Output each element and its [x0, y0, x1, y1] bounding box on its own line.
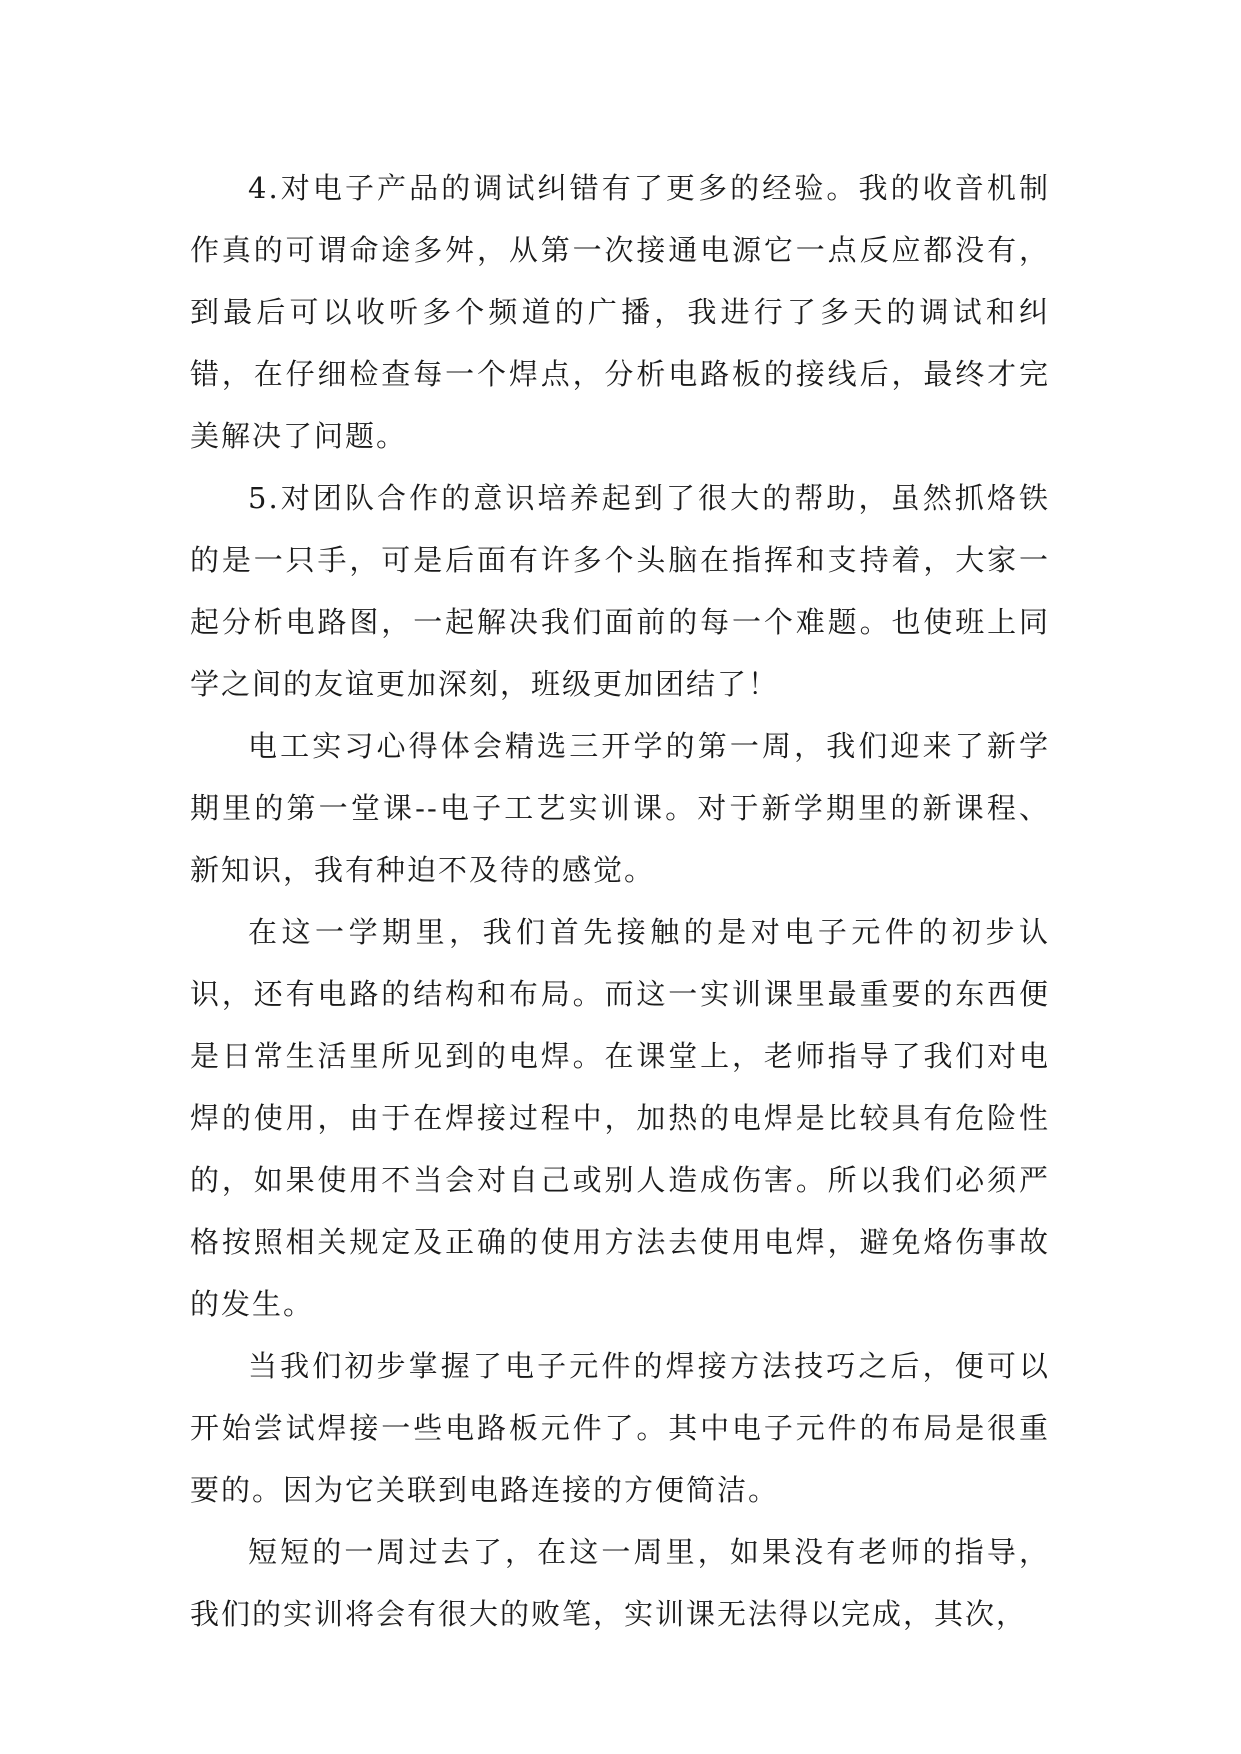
paragraph-semester-content: 在这一学期里，我们首先接触的是对电子元件的初步认识，还有电路的结构和布局。而这一实训课里最重要的东西便是日常生活里所见到的电焊。在课堂上，老师指导了我们对电焊的使用，由于在焊接过程中，加热的电焊是比较具有危险性的，如果使用不当会对自己或别人造成伤害。所以我们必须严格按照相关规定及正确的使用方法去使用电焊，避免烙伤事故的发生。	[190, 915, 1050, 1321]
paragraph-component-layout: 当我们初步掌握了电子元件的焊接方法技巧之后，便可以开始尝试焊接一些电路板元件了。其中电子元件的布局是很重要的。因为它关联到电路连接的方便简洁。	[190, 1349, 1050, 1507]
document-body	[190, 157, 1050, 1645]
paragraph-item-4: 4.对电子产品的调试纠错有了更多的经验。我的收音机制作真的可谓命途多舛，从第一次接通电源它一点反应都没有，到最后可以收听多个频道的广播，我进行了多天的调试和纠错，在仔细检查每一个焊点，分析电路板的接线后，最终才完美解决了问题。	[190, 171, 1050, 453]
paragraph-section-three-intro: 电工实习心得体会精选三开学的第一周，我们迎来了新学期里的第一堂课--电子工艺实训课。对于新学期里的新课程、新知识，我有种迫不及待的感觉。	[190, 729, 1050, 887]
paragraph-week-summary: 短短的一周过去了，在这一周里，如果没有老师的指导，我们的实训将会有很大的败笔，实训课无法得以完成，其次，	[190, 1535, 1050, 1631]
paragraph-item-5: 5.对团队合作的意识培养起到了很大的帮助，虽然抓烙铁的是一只手，可是后面有许多个头脑在指挥和支持着，大家一起分析电路图，一起解决我们面前的每一个难题。也使班上同学之间的友谊更加深刻，班级更加团结了！	[190, 481, 1050, 701]
